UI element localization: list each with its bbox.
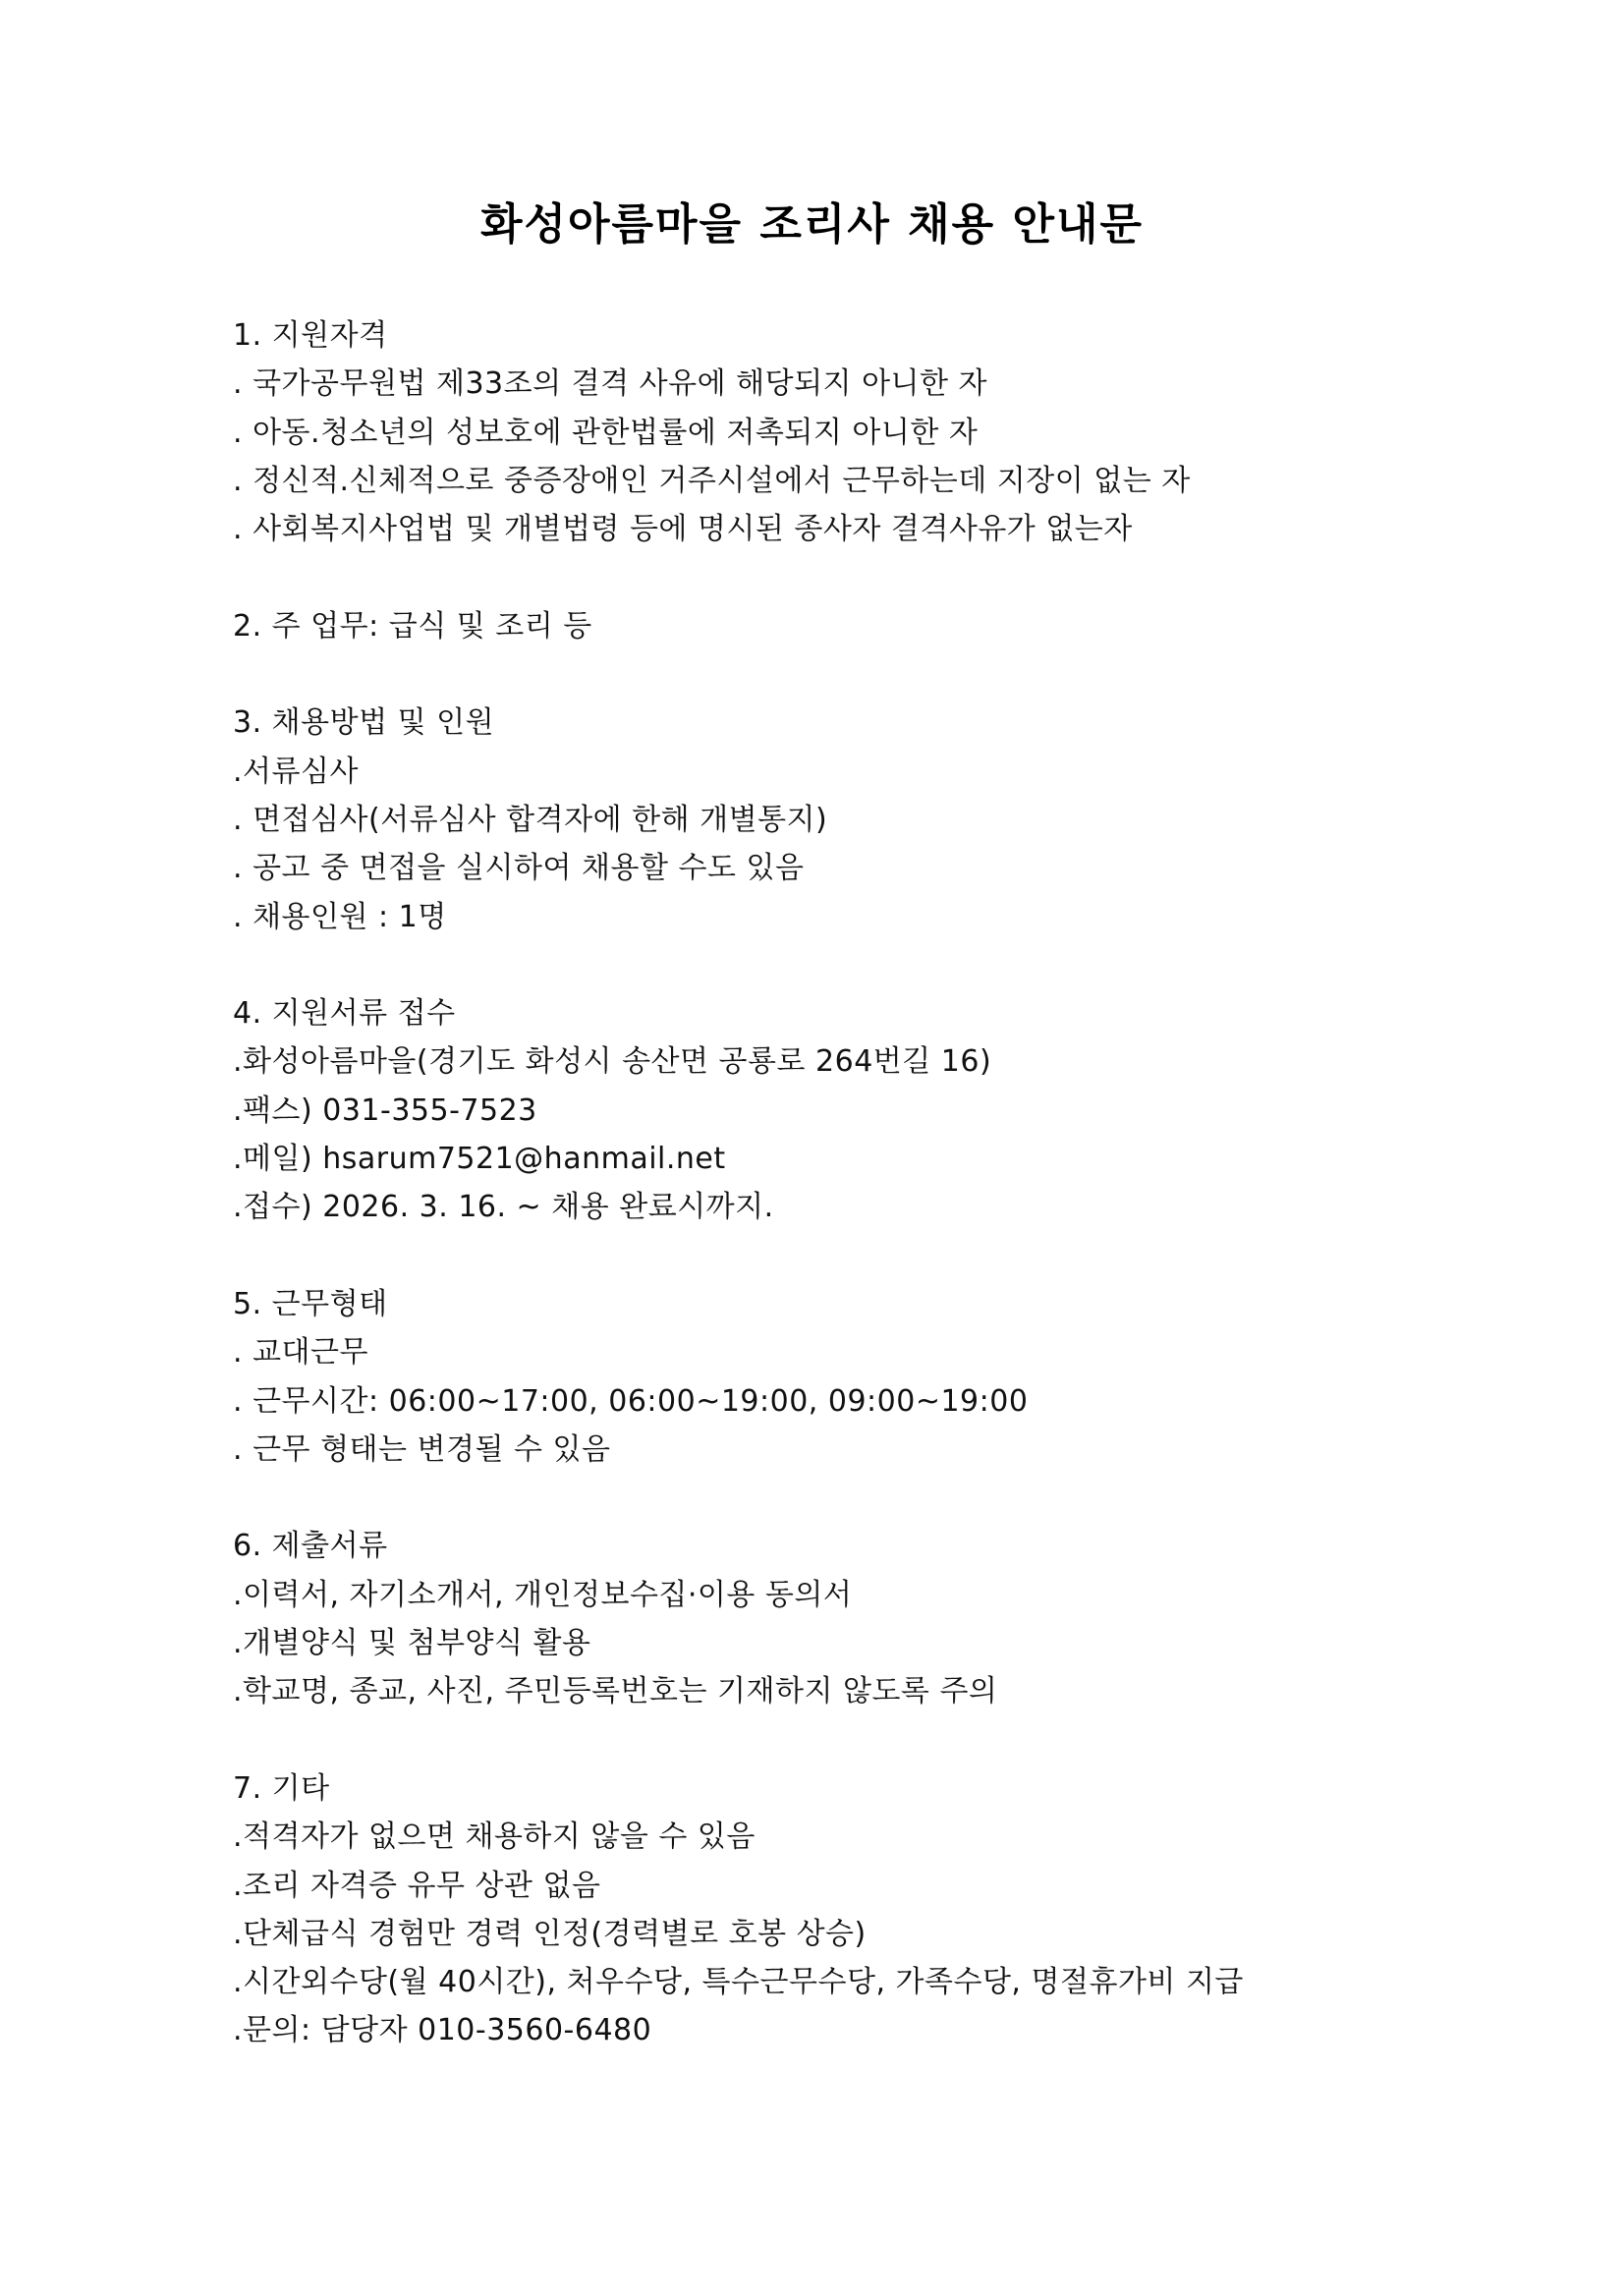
list-item: . 국가공무원법 제33조의 결격 사유에 해당되지 아니한 자	[233, 366, 988, 402]
list-item: . 근무 형태는 변경될 수 있음	[233, 1431, 611, 1467]
contact-item: .문의: 담당자 010-3560-6480	[233, 2013, 652, 2048]
section-heading-work-type: 5. 근무형태	[233, 1286, 388, 1321]
spacer	[233, 1232, 1412, 1280]
list-item: . 채용인원 : 1명	[233, 899, 447, 934]
spacer	[233, 553, 1412, 601]
spacer	[233, 1474, 1412, 1522]
section-heading-other: 7. 기타	[233, 1770, 330, 1806]
list-item: . 아동.청소년의 성보호에 관한법률에 저촉되지 아니한 자	[233, 415, 979, 450]
fax-item: .팩스) 031-355-7523	[233, 1092, 537, 1128]
list-item: .조리 자격증 유무 상관 없음	[233, 1868, 601, 1903]
list-item: . 정신적.신체적으로 중증장애인 거주시설에서 근무하는데 지장이 없는 자	[233, 463, 1191, 498]
list-item: .시간외수당(월 40시간), 처우수당, 특수근무수당, 가족수당, 명절휴가비 지급	[233, 1965, 1244, 2000]
spacer	[233, 941, 1412, 989]
list-item: . 교대근무	[233, 1335, 368, 1371]
section-heading-application-submission: 4. 지원서류 접수	[233, 996, 456, 1032]
spacer	[233, 1716, 1412, 1764]
work-hours-item: . 근무시간: 06:00~17:00, 06:00~19:00, 09:00~19:00	[233, 1383, 1029, 1419]
list-item: . 공고 중 면접을 실시하여 채용할 수도 있음	[233, 851, 805, 886]
spacer	[233, 650, 1412, 699]
section-heading-required-documents: 6. 제출서류	[233, 1529, 388, 1564]
list-item: .개별양식 및 첨부양식 활용	[233, 1626, 591, 1661]
submission-period-item: .접수) 2026. 3. 16. ~ 채용 완료시까지.	[233, 1190, 774, 1225]
list-item: .서류심사	[233, 754, 359, 789]
list-item: . 사회복지사업법 및 개별법령 등에 명시된 종사자 결격사유가 없는자	[233, 512, 1133, 547]
list-item: .단체급식 경험만 경력 인정(경력별로 호봉 상승)	[233, 1916, 867, 1951]
list-item: .이력서, 자기소개서, 개인정보수집·이용 동의서	[233, 1577, 853, 1612]
section-heading-qualifications: 1. 지원자격	[233, 318, 388, 353]
section-heading-hiring-method: 3. 채용방법 및 인원	[233, 705, 495, 741]
document-body	[233, 311, 1412, 2055]
list-item: .학교명, 종교, 사진, 주민등록번호는 기재하지 않도록 주의	[233, 1674, 998, 1709]
section-heading-main-duties: 2. 주 업무: 급식 및 조리 등	[233, 608, 592, 644]
list-item: . 면접심사(서류심사 합격자에 한해 개별통지)	[233, 802, 828, 837]
email-item: .메일) hsarum7521@hanmail.net	[233, 1142, 726, 1177]
list-item: .적격자가 없으면 채용하지 않을 수 있음	[233, 1820, 756, 1855]
address-item: .화성아름마을(경기도 화성시 송산면 공룡로 264번길 16)	[233, 1044, 992, 1080]
document-title: 화성아름마을 조리사 채용 안내문	[479, 199, 1144, 250]
